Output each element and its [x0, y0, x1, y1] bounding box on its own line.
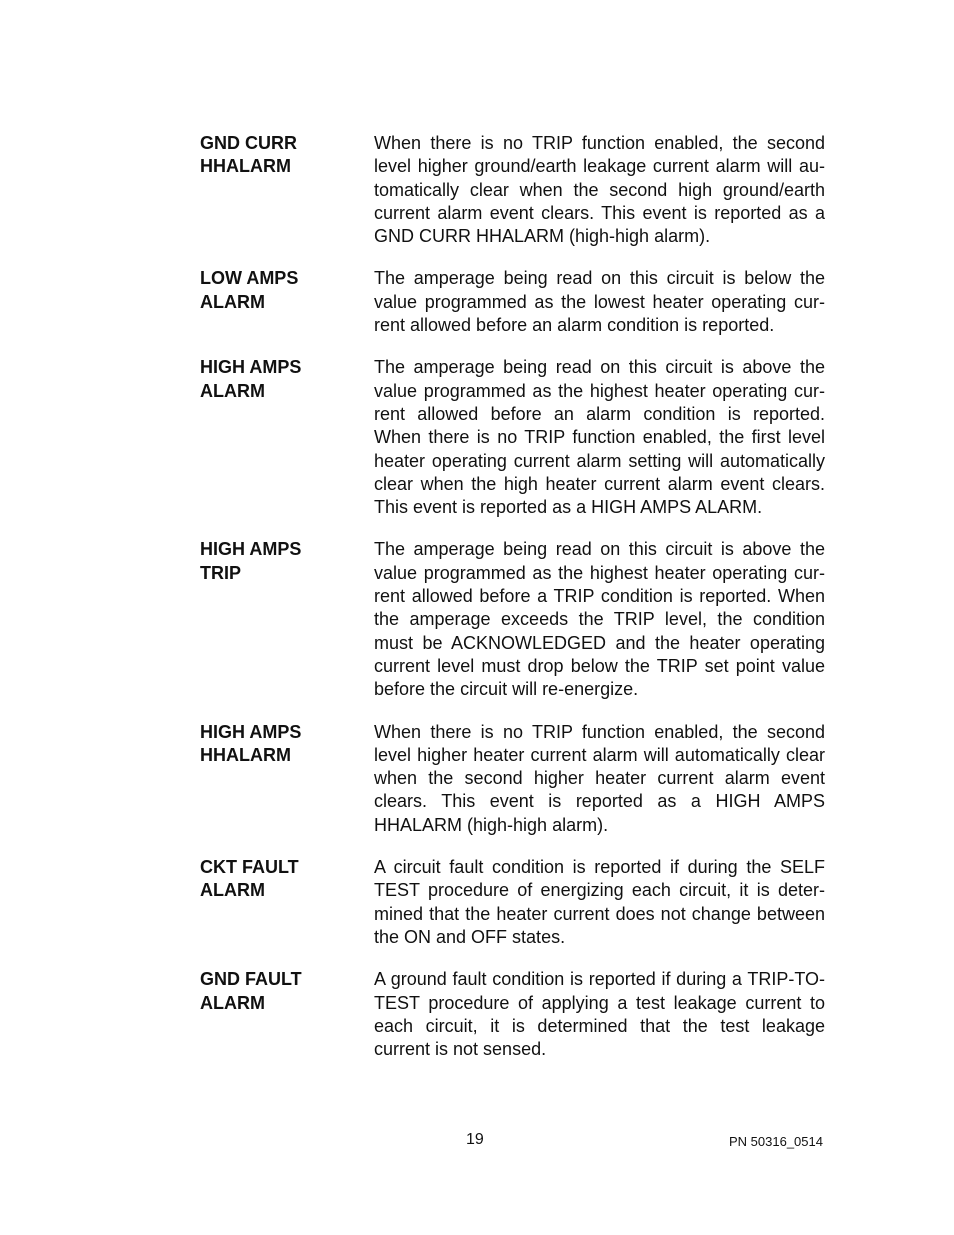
- definition-description: A circuit fault condition is reported if during the SELF TEST procedure of energizing each circuit, it is determined that the heater current does not change between the ON and OFF states.: [374, 857, 825, 947]
- term-line: ALARM: [200, 380, 265, 401]
- term-line: HHALARM: [200, 156, 291, 177]
- definition-description: The amperage being read on this circuit is above the value programmed as the highest heater operating current allowed before an alarm condition is reported. When there is no TRIP function enabled, the first level heater operating current alarm setting will automatically clear when the high heater current alarm event clears. This event is reported as a HIGH AMPS ALARM.: [374, 357, 825, 518]
- term-line: ALARM: [200, 992, 265, 1013]
- term-line: ALARM: [200, 291, 265, 312]
- page-number: 19: [466, 1131, 484, 1148]
- definition-description: The amperage being read on this circuit is below the value programmed as the lowest heater operating current allowed before an alarm condition is reported.: [374, 268, 825, 336]
- term-line: GND FAULT: [200, 969, 302, 990]
- definition-entry-high-amps-alarm: [200, 356, 825, 519]
- term-line: TRIP: [200, 562, 242, 583]
- term-line: ALARM: [200, 880, 265, 901]
- term-line: HIGH AMPS: [200, 539, 302, 560]
- definition-description: A ground fault condition is reported if during a TRIP-TO-TEST procedure of applying a test leakage current to each circuit, it is determined that the test leakage current is not sensed.: [374, 969, 825, 1060]
- definition-term: [200, 856, 374, 903]
- definition-term: [200, 132, 374, 179]
- part-number: PN 50316_0514: [729, 1134, 823, 1149]
- definition-entry-gnd-fault-alarm: [200, 968, 825, 1061]
- definition-term: [200, 538, 374, 585]
- definition-entry-ckt-fault-alarm: [200, 856, 825, 949]
- term-line: HIGH AMPS: [200, 357, 302, 378]
- definition-list: [200, 132, 825, 1080]
- definition-entry-high-amps-trip: [200, 538, 825, 701]
- definition-description: The amperage being read on this circuit is above the value programmed as the highest heater operating current allowed before a TRIP condition is reported. When the amperage exceeds the TRIP level, the condition must be ACKNOWLEDGED and the heater operating current level must drop below the TRIP set point value before the circuit will re-energize.: [374, 539, 825, 700]
- definition-term: [200, 356, 374, 403]
- definition-term: [200, 267, 374, 314]
- term-line: HHALARM: [200, 744, 291, 765]
- definition-description: When there is no TRIP function enabled, the second level higher ground/earth leakage current alarm will automatically clear when the second high ground/earth current alarm event clears. This event is reported as a GND CURR HHALARM (high-high alarm).: [374, 133, 825, 247]
- term-line: GND CURR: [200, 133, 297, 153]
- definition-term: [200, 968, 374, 1015]
- term-line: HIGH AMPS: [200, 721, 302, 742]
- term-line: LOW AMPS: [200, 268, 299, 289]
- definition-entry-high-amps-hhalarm: [200, 721, 825, 837]
- definition-entry-low-amps-alarm: [200, 267, 825, 337]
- term-line: CKT FAULT: [200, 857, 299, 878]
- definition-entry-gnd-curr-hhalarm: [200, 132, 825, 248]
- definition-description: When there is no TRIP function enabled, the second level higher heater current alarm will automatically clear when the second higher heater current alarm event clears. This event is reported as a HIGH AMPS HHALARM (high-high alarm).: [374, 721, 825, 835]
- definition-term: [200, 721, 374, 768]
